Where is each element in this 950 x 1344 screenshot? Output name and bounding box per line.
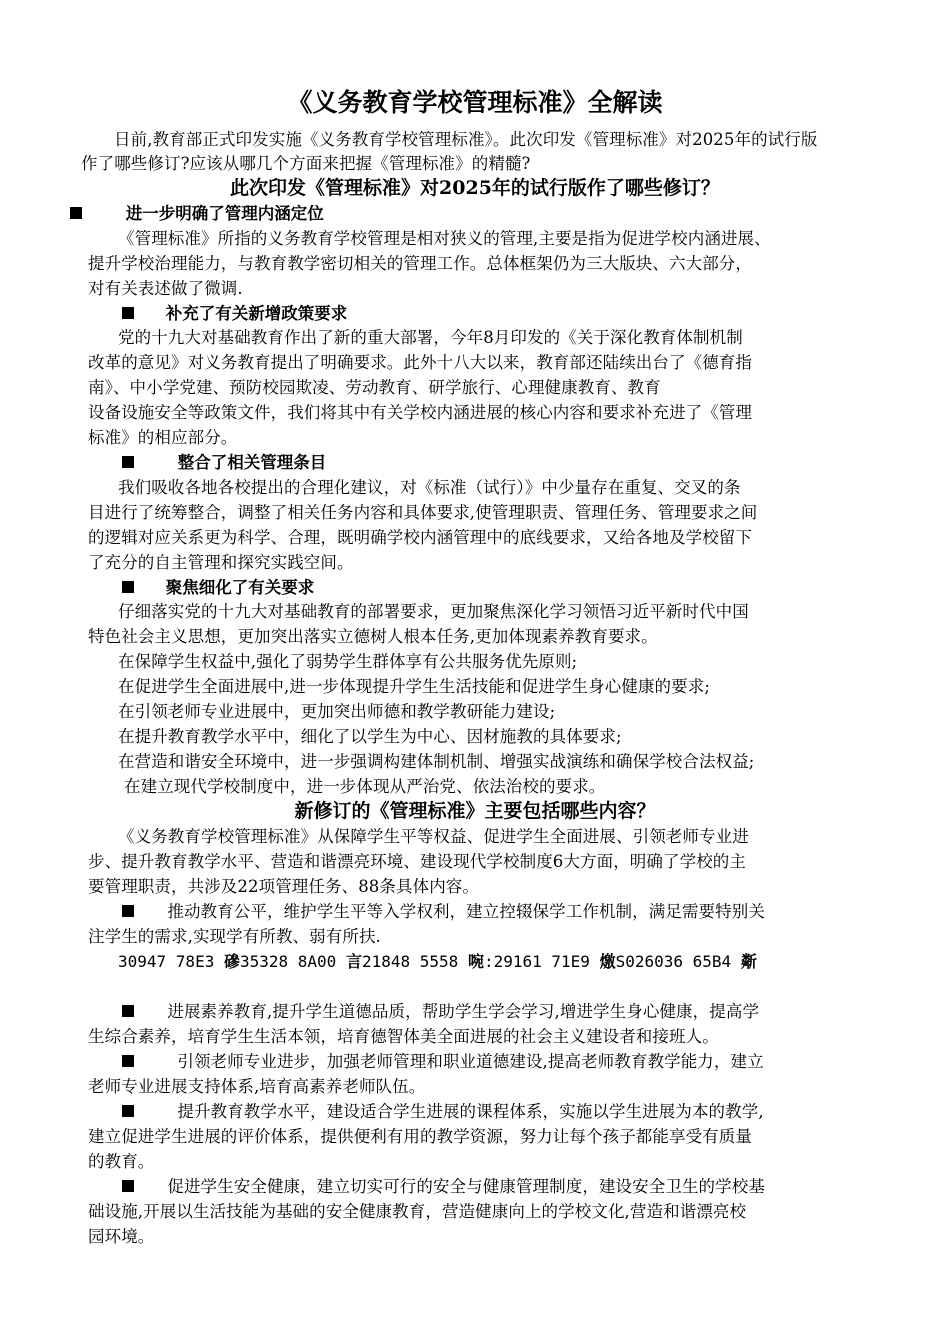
section1-heading: 此次印发《管理标准》对2025年的试行版作了哪些修订？	[230, 177, 720, 199]
item-title: 聚焦细化了有关要求	[165, 578, 315, 597]
square-bullet-icon	[70, 207, 82, 219]
point-line: 推动教育公平，维护学生平等入学权利，建立控辍保学工作机制，满足需要特别关	[122, 900, 765, 924]
body-line: 在引领老师专业进展中，更加突出师德和教学教研能力建设;	[118, 702, 556, 721]
body-line: 改革的意见》对义务教育提出了明确要求。此外十八大以来，教育部还陆续出台了《德育指	[88, 353, 752, 372]
body-line: 标准》的相应部分。	[88, 428, 238, 447]
body-line: 提升学校治理能力，与教育教学密切相关的管理工作。总体框架仍为三大版块、六大部分，	[88, 254, 752, 273]
body-line: 在保障学生权益中,强化了弱势学生群体享有公共服务优先原则;	[118, 652, 578, 671]
body-line: 的教育。	[88, 1152, 155, 1171]
item-heading	[122, 302, 347, 326]
square-bullet-icon	[122, 581, 134, 593]
body-line: 在促进学生全面进展中,进一步体现提升学生生活技能和促进学生身心健康的要求;	[118, 677, 711, 696]
square-bullet-icon	[122, 1005, 134, 1017]
intro-line: 日前,教育部正式印发实施《义务教育学校管理标准》。此次印发《管理标准》对2025年的试行版	[114, 130, 818, 149]
body-line: 在提升教育教学水平中，细化了以学生为中心、因材施教的具体要求;	[118, 727, 622, 746]
item-heading	[122, 451, 326, 475]
body-line: 设备设施安全等政策文件，我们将其中有关学校内涵进展的核心内容和要求补充进了《管理	[88, 403, 752, 422]
body-line: 南》、中小学党建、预防校园欺凌、劳动教育、研学旅行、心理健康教育、教育	[88, 378, 661, 397]
body-line: 建立促进学生进展的评价体系，提供便利有用的教学资源，努力让每个孩子都能享受有质量	[88, 1127, 752, 1146]
body-line: 在营造和谐安全环境中，进一步强调构建体制机制、增强实战演练和确保学校合法权益;	[118, 752, 755, 771]
square-bullet-icon	[122, 1055, 134, 1067]
point-line: 进展素养教育,提升学生道德品质，帮助学生学会学习,增进学生身心健康，提高学	[122, 1000, 759, 1024]
body-line: 对有关表述做了微调.	[88, 279, 243, 298]
body-line: 要管理职责，共涉及22项管理任务、88条具体内容。	[88, 877, 479, 896]
square-bullet-icon	[122, 905, 134, 917]
body-line: 步、提升教育教学水平、营造和谐漂亮环境、建设现代学校制度6大方面，明确了学校的主	[88, 852, 746, 871]
point-line: 引领老师专业进步，加强老师管理和职业道德建设,提高老师教育教学能力，建立	[122, 1050, 764, 1074]
body-line: 园环境。	[88, 1227, 155, 1246]
body-line: 《管理标准》所指的义务教育学校管理是相对狭义的管理,主要是指为促进学校内涵进展、	[118, 229, 771, 248]
document-title: 《义务教育学校管理标准》全解读	[287, 88, 663, 117]
item-title: 整合了相关管理条目	[177, 453, 327, 472]
point-line: 促进学生安全健康，建立切实可行的安全与健康管理制度，建设安全卫生的学校基	[122, 1175, 765, 1199]
body-line: 的逻辑对应关系更为科学、合理，既明确学校内涵管理中的底线要求，又给各地及学校留下	[88, 528, 752, 547]
body-line: 在建立现代学校制度中，进一步体现从严治党、依法治校的要求。	[124, 777, 606, 796]
section2-heading: 新修订的《管理标准》主要包括哪些内容？	[294, 800, 656, 822]
body-line: 特色社会主义思想，更加突出落实立德树人根本任务,更加体现素养教育要求。	[88, 627, 658, 646]
square-bullet-icon	[122, 1180, 134, 1192]
point-line: 提升教育教学水平，建设适合学生进展的课程体系，实施以学生进展为本的教学,	[122, 1100, 764, 1124]
body-line: 础设施,开展以生活技能为基础的安全健康教育，营造健康向上的学校文化,营造和谐漂亮校	[88, 1202, 747, 1221]
body-line: 党的十九大对基础教育作出了新的重大部署，今年8月印发的《关于深化教育体制机制	[118, 328, 743, 347]
body-line: 仔细落实党的十九大对基础教育的部署要求，更加聚焦深化学习领悟习近平新时代中国	[118, 602, 749, 621]
body-line: 注学生的需求,实现学有所教、弱有所扶.	[88, 927, 381, 946]
body-line: 老师专业进展支持体系,培育高素养老师队伍。	[88, 1077, 426, 1096]
item-title: 补充了有关新增政策要求	[165, 304, 348, 323]
body-line: 《义务教育学校管理标准》从保障学生平等权益、促进学生全面进展、引领老师专业进	[118, 827, 749, 846]
intro-line: 作了哪些修订?应该从哪几个方面来把握《管理标准》的精髓?	[81, 154, 531, 173]
body-line: 我们吸收各地各校提出的合理化建议，对《标准（试行）》中少量存在重复、交叉的条	[118, 478, 741, 497]
body-line: 目进行了统筹整合，调整了相关任务内容和具体要求,使管理职责、管理任务、管理要求之间	[88, 503, 758, 522]
body-line: 了充分的自主管理和探究实践空间。	[88, 553, 354, 572]
item-title: 进一步明确了管理内涵定位	[125, 204, 324, 223]
square-bullet-icon	[122, 307, 134, 319]
item-heading	[122, 576, 314, 600]
encoding-code-line: 30947 78E3 磣35328 8A00 言21848 5558 啘:29161 71E9 燩S026036 65B4 斴	[118, 952, 757, 971]
square-bullet-icon	[122, 456, 134, 468]
item-heading	[70, 202, 324, 226]
body-line: 生综合素养，培育学生生活本领，培育德智体美全面进展的社会主义建设者和接班人。	[88, 1027, 719, 1046]
square-bullet-icon	[122, 1105, 134, 1117]
